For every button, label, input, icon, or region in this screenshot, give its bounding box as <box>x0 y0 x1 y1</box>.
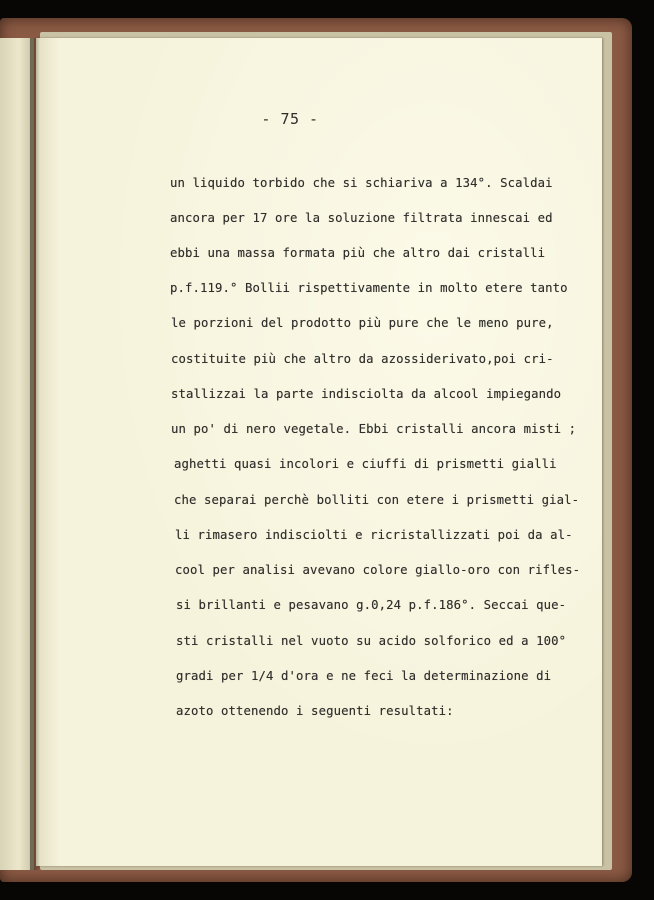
text-line: gradi per 1/4 d'ora e ne feci la determinazione di <box>176 669 552 683</box>
text-line: cool per analisi avevano colore giallo-oro con rifles- <box>175 563 581 577</box>
text-line: un po' di nero vegetale. Ebbi cristalli ancora misti ; <box>171 422 577 436</box>
text-line: si brillanti e pesavano g.0,24 p.f.186°. Seccai que- <box>176 598 567 612</box>
text-line: stallizzai la parte indisciolta da alcool impiegando <box>171 387 562 401</box>
text-line: costituite più che altro da azossiderivato,poi cri- <box>171 352 554 366</box>
text-line: sti cristalli nel vuoto su acido solforico ed a 100° <box>176 634 567 648</box>
spine-shadow <box>30 38 40 870</box>
typewritten-page <box>36 38 602 866</box>
text-line: che separai perchè bolliti con etere i prismetti gial- <box>174 493 580 507</box>
facing-page-edge <box>0 38 34 870</box>
page-number: - 75 - <box>261 110 319 128</box>
text-line: ebbi una massa formata più che altro dai cristalli <box>170 246 546 260</box>
text-line: azoto ottenendo i seguenti resultati: <box>176 704 454 718</box>
text-line: aghetti quasi incolori e ciuffi di prismetti gialli <box>174 457 557 471</box>
text-line: un liquido torbido che si schiariva a 134°. Scaldai <box>170 176 553 190</box>
text-line: ancora per 17 ore la soluzione filtrata innescai ed <box>170 211 553 225</box>
text-line: li rimasero indisciolti e ricristallizzati poi da al- <box>175 528 573 542</box>
text-line: p.f.119.° Bollii rispettivamente in molto etere tanto <box>170 281 568 295</box>
text-line: le porzioni del prodotto più pure che le meno pure, <box>171 316 554 330</box>
